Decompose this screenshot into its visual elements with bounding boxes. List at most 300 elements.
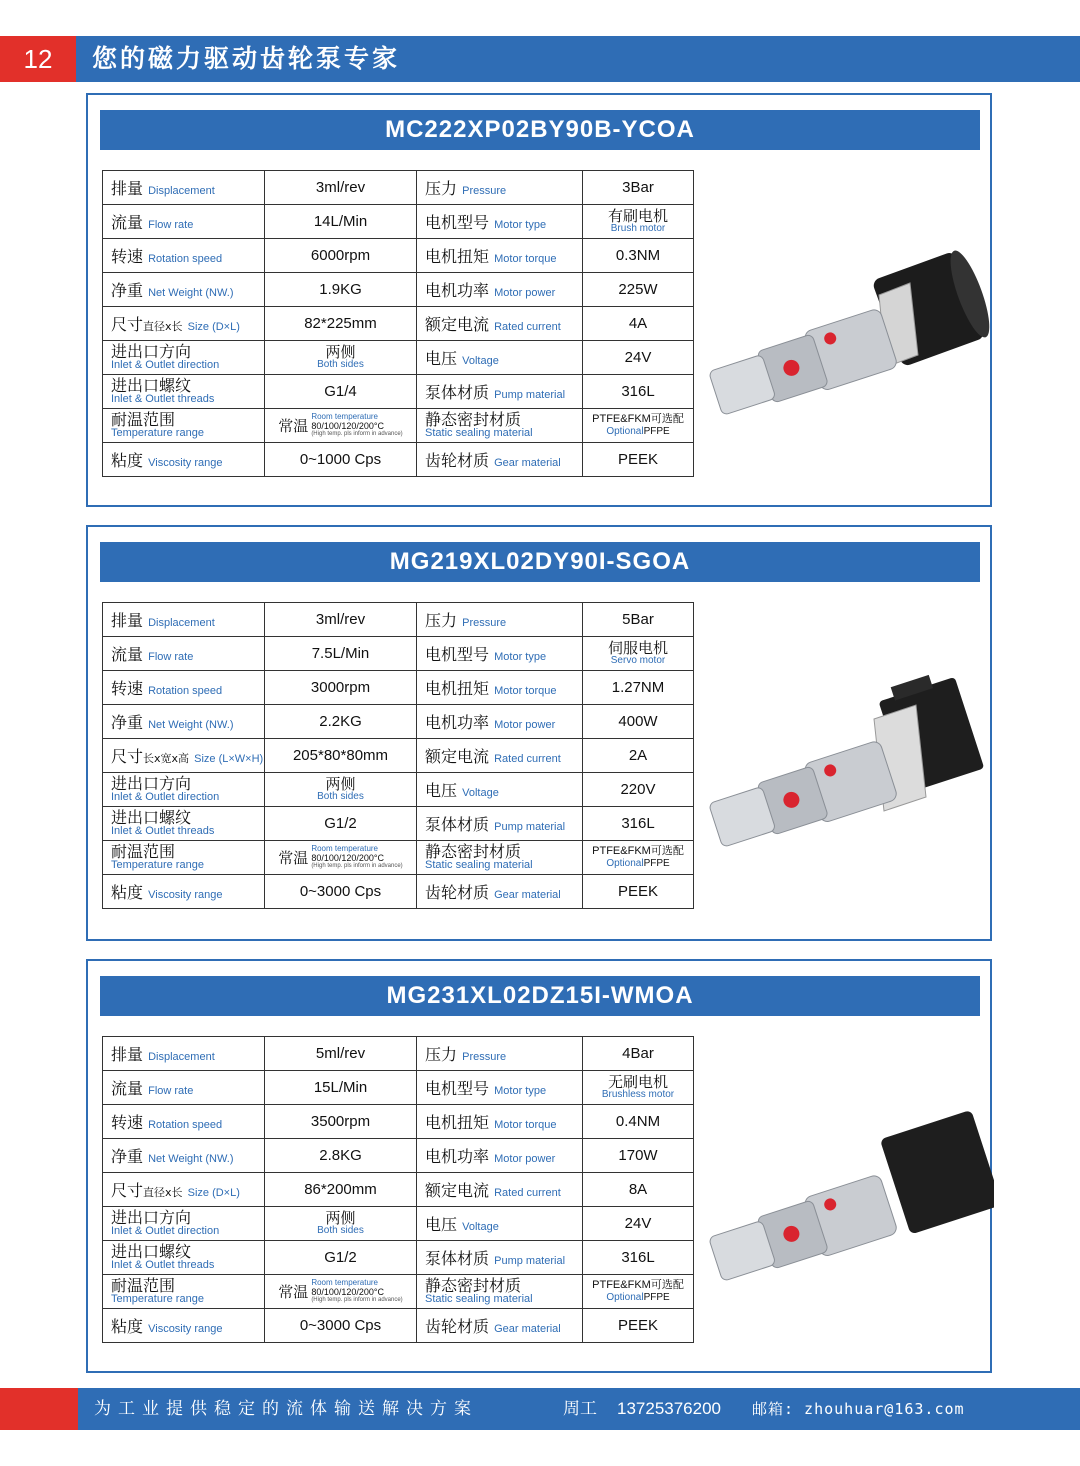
spec-value: 14L/Min [265, 205, 417, 239]
label-zh: 进出口方向 [111, 1208, 192, 1227]
label-zh: 进出口螺纹 [111, 1242, 192, 1261]
footer-accent [0, 1388, 78, 1430]
label-zh: 泵体材质 [425, 815, 490, 834]
optional-material: PFPE [643, 426, 670, 438]
label-zh: 耐温范围 [111, 842, 176, 861]
spec-value: 5ml/rev [265, 1037, 417, 1071]
spec-label [103, 1275, 265, 1309]
label-zh: 尺寸 [111, 1181, 144, 1200]
spec-label [103, 1037, 265, 1071]
label-zh: 静态密封材质 [425, 842, 522, 861]
spec-row [103, 1207, 694, 1241]
label-stack [425, 1278, 582, 1305]
value-stack [265, 345, 416, 370]
spec-row [103, 307, 694, 341]
spec-label [103, 307, 265, 341]
spec-row [103, 739, 694, 773]
spec-row [103, 705, 694, 739]
label-en: Size (L×W×H) [194, 753, 264, 765]
label-zh: 电机型号 [425, 1079, 490, 1098]
label-zh: 进出口方向 [111, 342, 192, 361]
label-en: Pump material [494, 1255, 566, 1267]
spec-label [417, 1207, 583, 1241]
spec-row [103, 875, 694, 909]
spec-row [103, 1309, 694, 1343]
spec-label [103, 1105, 265, 1139]
label-zh: 电压 [425, 1215, 458, 1234]
spec-row [103, 1139, 694, 1173]
sealing-options: PTFE&FKM可选配 [592, 413, 684, 426]
spec-label [417, 739, 583, 773]
label-zh: 电机扭矩 [425, 679, 490, 698]
value-zh: 有刷电机 [607, 208, 668, 225]
spec-label [103, 807, 265, 841]
label-zh: 净重 [111, 1147, 144, 1166]
label-en: Pump material [494, 389, 566, 401]
label-en: Displacement [148, 1051, 215, 1063]
value-zh: 两侧 [325, 776, 356, 793]
label-en: Inlet & Outlet threads [111, 393, 215, 405]
pump-illustration [704, 1091, 994, 1291]
footer-slogan: 为工业提供稳定的流体输送解决方案 [94, 1399, 478, 1419]
spec-value [265, 841, 417, 875]
spec-value [265, 1207, 417, 1241]
temp-en: Room temperature [311, 412, 379, 422]
spec-label [417, 341, 583, 375]
spec-value: 3500rpm [265, 1105, 417, 1139]
label-zh: 进出口螺纹 [111, 376, 192, 395]
label-en: Rated current [494, 321, 561, 333]
label-en: Motor power [494, 719, 556, 731]
spec-row [103, 807, 694, 841]
label-en: Flow rate [148, 651, 194, 663]
sealing-optional [583, 426, 693, 438]
spec-value: 1.9KG [265, 273, 417, 307]
label-en: Static sealing material [425, 859, 533, 871]
pump-illustration [704, 225, 994, 425]
label-zh: 静态密封材质 [425, 1276, 522, 1295]
temp-zh: 常温 [278, 1284, 309, 1301]
spec-label [103, 841, 265, 875]
spec-label [417, 273, 583, 307]
spec-row [103, 443, 694, 477]
label-zh: 净重 [111, 281, 144, 300]
label-en: Pressure [462, 1051, 507, 1063]
spec-value: 1.27NM [583, 671, 694, 705]
spec-value: 400W [583, 705, 694, 739]
spec-value: 0.4NM [583, 1105, 694, 1139]
label-zh: 压力 [425, 1045, 458, 1064]
spec-value: 7.5L/Min [265, 637, 417, 671]
spec-value: 24V [583, 341, 694, 375]
optional-label: Optional [606, 858, 644, 870]
spec-row [103, 1105, 694, 1139]
label-sub: 长x宽x高 [143, 752, 190, 765]
label-stack [111, 378, 264, 405]
sealing-options: PTFE&FKM可选配 [592, 1279, 684, 1292]
label-en: Rotation speed [148, 685, 223, 697]
label-en: Rated current [494, 1187, 561, 1199]
label-en: Inlet & Outlet threads [111, 825, 215, 837]
label-en: Viscosity range [148, 457, 223, 469]
spec-value: 170W [583, 1139, 694, 1173]
footer-phone: 13725376200 [617, 1399, 722, 1418]
label-en: Static sealing material [425, 427, 533, 439]
spec-value: PEEK [583, 443, 694, 477]
label-en: Rotation speed [148, 1119, 223, 1131]
label-sub: 直径x长 [143, 1186, 183, 1199]
spec-table [102, 170, 694, 477]
label-stack [111, 1210, 264, 1237]
product-model-title: MG231XL02DZ15I-WMOA [100, 976, 980, 1016]
label-stack [425, 844, 582, 871]
temp-detail [311, 845, 402, 869]
value-zh: 伺服电机 [607, 640, 668, 657]
label-zh: 电机型号 [425, 213, 490, 232]
label-en: Voltage [462, 787, 499, 799]
label-zh: 转速 [111, 679, 144, 698]
label-zh: 耐温范围 [111, 410, 176, 429]
label-stack [425, 412, 582, 439]
spec-row [103, 375, 694, 409]
spec-label [417, 1309, 583, 1343]
sealing-value [583, 845, 693, 869]
label-stack [111, 810, 264, 837]
page-title: 您的磁力驱动齿轮泵专家 [92, 44, 401, 73]
label-en: Static sealing material [425, 1293, 533, 1305]
value-en: Both sides [317, 359, 364, 370]
spec-label [103, 875, 265, 909]
label-en: Inlet & Outlet direction [111, 791, 220, 803]
spec-value [265, 773, 417, 807]
spec-label [417, 239, 583, 273]
spec-label [103, 1309, 265, 1343]
spec-value: 316L [583, 375, 694, 409]
spec-row [103, 671, 694, 705]
label-zh: 泵体材质 [425, 1249, 490, 1268]
label-en: Pressure [462, 617, 507, 629]
spec-label [103, 671, 265, 705]
spec-label [103, 637, 265, 671]
temp-value [265, 413, 416, 437]
spec-label [103, 1173, 265, 1207]
label-en: Rated current [494, 753, 561, 765]
spec-value: 4A [583, 307, 694, 341]
label-zh: 转速 [111, 247, 144, 266]
spec-row [103, 603, 694, 637]
pump-illustration [704, 657, 994, 857]
temp-value [265, 845, 416, 869]
spec-label [417, 841, 583, 875]
spec-row [103, 239, 694, 273]
label-zh: 进出口螺纹 [111, 808, 192, 827]
temp-en: Room temperature [311, 1278, 379, 1288]
label-en: Voltage [462, 1221, 499, 1233]
spec-value [583, 637, 694, 671]
temp-zh: 常温 [278, 850, 309, 867]
temp-note: (High temp. pls inform in advance) [311, 431, 403, 438]
spec-value: 2.2KG [265, 705, 417, 739]
spec-row [103, 637, 694, 671]
label-en: Net Weight (NW.) [148, 287, 234, 299]
label-zh: 静态密封材质 [425, 410, 522, 429]
label-zh: 泵体材质 [425, 383, 490, 402]
label-en: Motor torque [494, 1119, 557, 1131]
label-zh: 电机功率 [425, 281, 490, 300]
label-en: Inlet & Outlet direction [111, 1225, 220, 1237]
spec-value: 86*200mm [265, 1173, 417, 1207]
temp-note: (High temp. pls inform in advance) [311, 1297, 403, 1304]
page-header [0, 36, 1080, 82]
label-zh: 额定电流 [425, 747, 490, 766]
product-card-2 [86, 525, 992, 941]
spec-value: 3ml/rev [265, 603, 417, 637]
value-zh: 两侧 [325, 1210, 356, 1227]
spec-row [103, 341, 694, 375]
spec-value: 205*80*80mm [265, 739, 417, 773]
label-en: Motor type [494, 219, 547, 231]
label-zh: 电机扭矩 [425, 1113, 490, 1132]
label-zh: 进出口方向 [111, 774, 192, 793]
label-en: Motor torque [494, 685, 557, 697]
value-en: Servo motor [610, 655, 666, 666]
spec-label [417, 375, 583, 409]
spec-value [583, 841, 694, 875]
label-stack [111, 1244, 264, 1271]
label-zh: 流量 [111, 1079, 144, 1098]
spec-value: 15L/Min [265, 1071, 417, 1105]
label-zh: 电机功率 [425, 713, 490, 732]
label-zh: 尺寸 [111, 747, 144, 766]
label-zh: 压力 [425, 611, 458, 630]
spec-row [103, 205, 694, 239]
spec-value: 3Bar [583, 171, 694, 205]
spec-label [103, 1207, 265, 1241]
product-model-title: MG219XL02DY90I-SGOA [100, 542, 980, 582]
label-zh: 转速 [111, 1113, 144, 1132]
page-footer [0, 1388, 1080, 1430]
spec-row [103, 171, 694, 205]
spec-value: 6000rpm [265, 239, 417, 273]
spec-label [103, 409, 265, 443]
spec-value: PEEK [583, 1309, 694, 1343]
label-zh: 齿轮材质 [425, 451, 490, 470]
temp-range: 80/100/120/200°C [311, 1286, 384, 1297]
label-en: Motor power [494, 1153, 556, 1165]
spec-value: 4Bar [583, 1037, 694, 1071]
spec-value: 8A [583, 1173, 694, 1207]
value-stack [265, 777, 416, 802]
label-en: Gear material [494, 1323, 561, 1335]
optional-label: Optional [606, 1292, 644, 1304]
spec-label [417, 307, 583, 341]
spec-label [103, 205, 265, 239]
label-en: Flow rate [148, 219, 194, 231]
spec-row [103, 273, 694, 307]
spec-label [417, 1139, 583, 1173]
sealing-optional [583, 1292, 693, 1304]
product-model-title: MC222XP02BY90B-YCOA [100, 110, 980, 150]
spec-label [417, 171, 583, 205]
spec-value: G1/2 [265, 1241, 417, 1275]
spec-label [103, 1241, 265, 1275]
spec-value: 225W [583, 273, 694, 307]
optional-material: PFPE [643, 1292, 670, 1304]
footer-email: 邮箱: zhouhuar@163.com [752, 1400, 965, 1418]
spec-value [265, 409, 417, 443]
label-en: Motor power [494, 287, 556, 299]
value-stack [583, 641, 693, 666]
spec-label [417, 603, 583, 637]
spec-label [417, 1105, 583, 1139]
label-zh: 排量 [111, 611, 144, 630]
label-stack [111, 776, 264, 803]
value-en: Brush motor [610, 223, 666, 234]
sealing-optional [583, 858, 693, 870]
sealing-value [583, 413, 693, 437]
spec-label [103, 443, 265, 477]
label-en: Voltage [462, 355, 499, 367]
spec-label [417, 773, 583, 807]
spec-value: 0~3000 Cps [265, 1309, 417, 1343]
spec-label [417, 1241, 583, 1275]
spec-row [103, 1173, 694, 1207]
spec-row [103, 409, 694, 443]
spec-value [583, 1275, 694, 1309]
spec-value [583, 205, 694, 239]
label-en: Viscosity range [148, 889, 223, 901]
spec-row [103, 1037, 694, 1071]
spec-row [103, 1071, 694, 1105]
value-stack [583, 1075, 693, 1100]
label-en: Temperature range [111, 427, 204, 439]
spec-value: 2A [583, 739, 694, 773]
label-en: Net Weight (NW.) [148, 719, 234, 731]
label-zh: 排量 [111, 179, 144, 198]
spec-label [103, 341, 265, 375]
spec-value [583, 1071, 694, 1105]
spec-label [417, 409, 583, 443]
value-stack [265, 1211, 416, 1236]
product-card-1 [86, 93, 992, 507]
temp-range: 80/100/120/200°C [311, 420, 384, 431]
spec-value [265, 1275, 417, 1309]
spec-label [103, 773, 265, 807]
label-en: Displacement [148, 617, 215, 629]
value-en: Brushless motor [601, 1089, 675, 1100]
label-en: Inlet & Outlet threads [111, 1259, 215, 1271]
spec-label [417, 443, 583, 477]
temp-note: (High temp. pls inform in advance) [311, 863, 403, 870]
label-en: Net Weight (NW.) [148, 1153, 234, 1165]
label-zh: 压力 [425, 179, 458, 198]
label-zh: 电机型号 [425, 645, 490, 664]
spec-label [103, 1139, 265, 1173]
label-zh: 排量 [111, 1045, 144, 1064]
spec-label [103, 603, 265, 637]
spec-label [417, 1173, 583, 1207]
label-en: Size (D×L) [187, 321, 240, 333]
spec-value: 3000rpm [265, 671, 417, 705]
spec-value: 0~3000 Cps [265, 875, 417, 909]
label-zh: 流量 [111, 645, 144, 664]
temp-zh: 常温 [278, 418, 309, 435]
spec-value [583, 409, 694, 443]
spec-label [103, 273, 265, 307]
spec-value: G1/2 [265, 807, 417, 841]
footer-contact-name: 周工 [563, 1399, 597, 1419]
page-number: 12 [0, 36, 76, 82]
label-zh: 齿轮材质 [425, 1317, 490, 1336]
spec-label [417, 1071, 583, 1105]
label-en: Displacement [148, 185, 215, 197]
pump-image [704, 225, 994, 429]
spec-label [103, 1071, 265, 1105]
spec-value: 2.8KG [265, 1139, 417, 1173]
spec-table [102, 1036, 694, 1343]
label-stack [111, 412, 264, 439]
label-zh: 流量 [111, 213, 144, 232]
label-zh: 额定电流 [425, 315, 490, 334]
spec-label [103, 375, 265, 409]
label-en: Motor type [494, 1085, 547, 1097]
temp-value [265, 1279, 416, 1303]
temp-detail [311, 413, 402, 437]
label-en: Gear material [494, 889, 561, 901]
label-zh: 电压 [425, 349, 458, 368]
label-zh: 额定电流 [425, 1181, 490, 1200]
label-zh: 齿轮材质 [425, 883, 490, 902]
spec-value: 0.3NM [583, 239, 694, 273]
spec-row [103, 1275, 694, 1309]
optional-material: PFPE [643, 858, 670, 870]
label-en: Motor torque [494, 253, 557, 265]
spec-row [103, 773, 694, 807]
label-stack [111, 1278, 264, 1305]
spec-table [102, 602, 694, 909]
spec-label [417, 807, 583, 841]
label-zh: 电机功率 [425, 1147, 490, 1166]
spec-label [417, 705, 583, 739]
label-en: Flow rate [148, 1085, 194, 1097]
spec-value: 82*225mm [265, 307, 417, 341]
label-en: Gear material [494, 457, 561, 469]
product-card-3 [86, 959, 992, 1373]
spec-value: G1/4 [265, 375, 417, 409]
optional-label: Optional [606, 426, 644, 438]
spec-value: 0~1000 Cps [265, 443, 417, 477]
label-en: Viscosity range [148, 1323, 223, 1335]
spec-value: PEEK [583, 875, 694, 909]
spec-label [417, 671, 583, 705]
spec-value [265, 341, 417, 375]
sealing-options: PTFE&FKM可选配 [592, 845, 684, 858]
label-en: Pump material [494, 821, 566, 833]
value-en: Both sides [317, 791, 364, 802]
spec-label [417, 1275, 583, 1309]
label-zh: 电压 [425, 781, 458, 800]
label-sub: 直径x长 [143, 320, 183, 333]
value-zh: 两侧 [325, 344, 356, 361]
spec-label [417, 205, 583, 239]
spec-label [103, 739, 265, 773]
spec-value: 220V [583, 773, 694, 807]
spec-row [103, 1241, 694, 1275]
spec-row [103, 841, 694, 875]
label-en: Rotation speed [148, 253, 223, 265]
spec-label [417, 637, 583, 671]
spec-value: 5Bar [583, 603, 694, 637]
